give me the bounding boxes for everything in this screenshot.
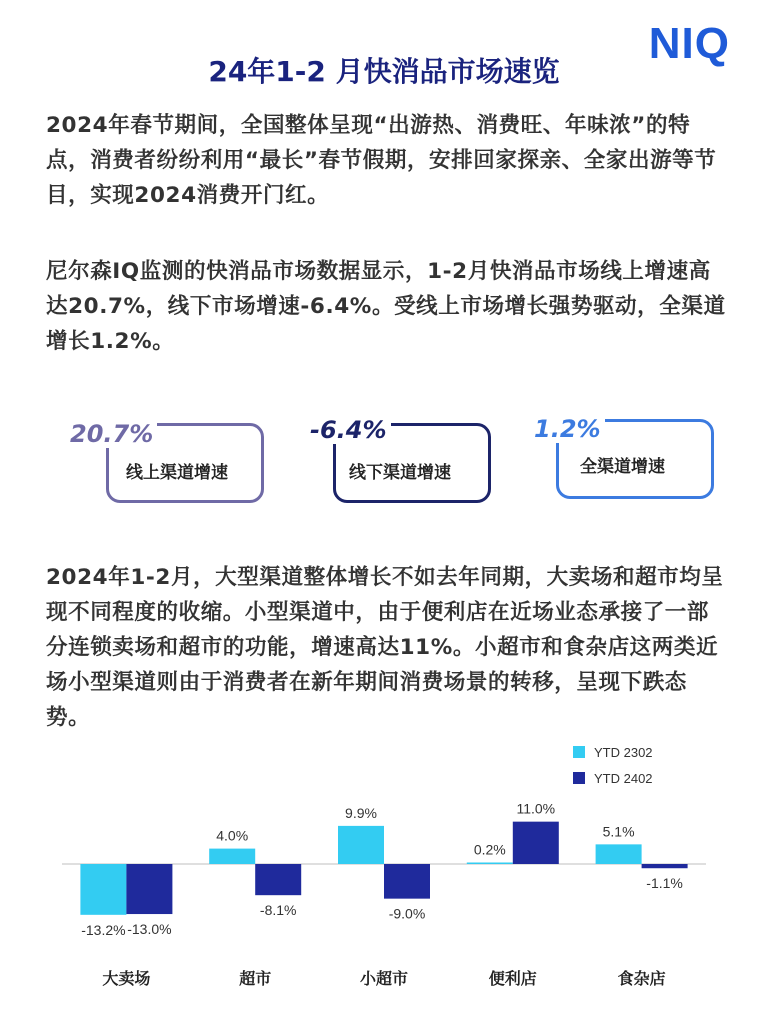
bar-1-1 [255,864,301,895]
bar-1-2 [384,864,430,899]
category-label-2: 小超市 [359,969,409,988]
category-label-4: 食杂店 [617,969,666,988]
value-label-1-0: -13.0% [127,921,172,938]
bar-1-0 [126,864,172,914]
legend-swatch-0 [573,746,585,758]
paragraph-market-data: 尼尔森IQ监测的快消品市场数据显示，1-2月快消品市场线上增速高达20.7%，线下市场增速-6.4%。受线上市场增长强势驱动，全渠道增长1.2%。 [46,259,726,354]
offline-growth-label: 线下渠道增速 [349,463,451,483]
category-label-0: 大卖场 [102,969,151,988]
page-title: 24年1-2 月快消品市场速览 [208,55,560,88]
channel-growth-bar-chart [0,740,768,1024]
paragraph-intro: 2024年春节期间，全国整体呈现“出游热、消费旺、年味浓”的特点，消费者纷纷利用“最长”春节假期，安排回家探亲、全家出游等节目，实现2024消费开门红。 [46,113,717,208]
category-label-3: 便利店 [488,969,537,988]
value-label-0-3: 0.2% [473,841,506,858]
value-label-1-1: -8.1% [259,902,297,919]
value-label-0-2: 9.9% [345,804,377,821]
value-label-0-0: -13.2% [81,921,126,938]
bar-1-4 [642,864,688,868]
value-label-1-4: -1.1% [646,875,683,892]
bar-0-1 [209,849,255,864]
legend-swatch-1 [573,772,585,784]
bar-0-4 [596,844,642,864]
value-label-1-3: 11.0% [516,800,556,817]
legend-label-1: YTD 2402 [594,771,653,786]
category-label-1: 超市 [239,969,272,988]
value-label-1-2: -9.0% [388,905,426,922]
bar-0-2 [338,826,384,864]
omnichannel-growth-label: 全渠道增速 [580,457,665,477]
bar-0-0 [80,864,126,915]
online-growth-label: 线上渠道增速 [126,463,228,483]
offline-growth-value: -6.4% [306,416,391,444]
niq-logo: NIQ [648,19,730,68]
omnichannel-growth-value: 1.2% [530,415,605,443]
online-growth-value: 20.7% [66,420,157,448]
value-label-0-1: 4.0% [216,827,249,844]
paragraph-channel-analysis: 2024年1-2月，大型渠道整体增长不如去年同期，大卖场和超市均呈现不同程度的收缩。小型渠道中，由于便利店在近场业态承接了一部分连锁卖场和超市的功能，增速高达11%。小超市和食杂店这两类近场小型渠道则由于消费者在新年期间消费场景的转移，呈现下跌态势。 [46,565,724,730]
value-label-0-4: 5.1% [602,823,635,840]
legend-label-0: YTD 2302 [594,745,653,760]
bar-0-3 [467,863,513,865]
bar-1-3 [513,822,559,864]
